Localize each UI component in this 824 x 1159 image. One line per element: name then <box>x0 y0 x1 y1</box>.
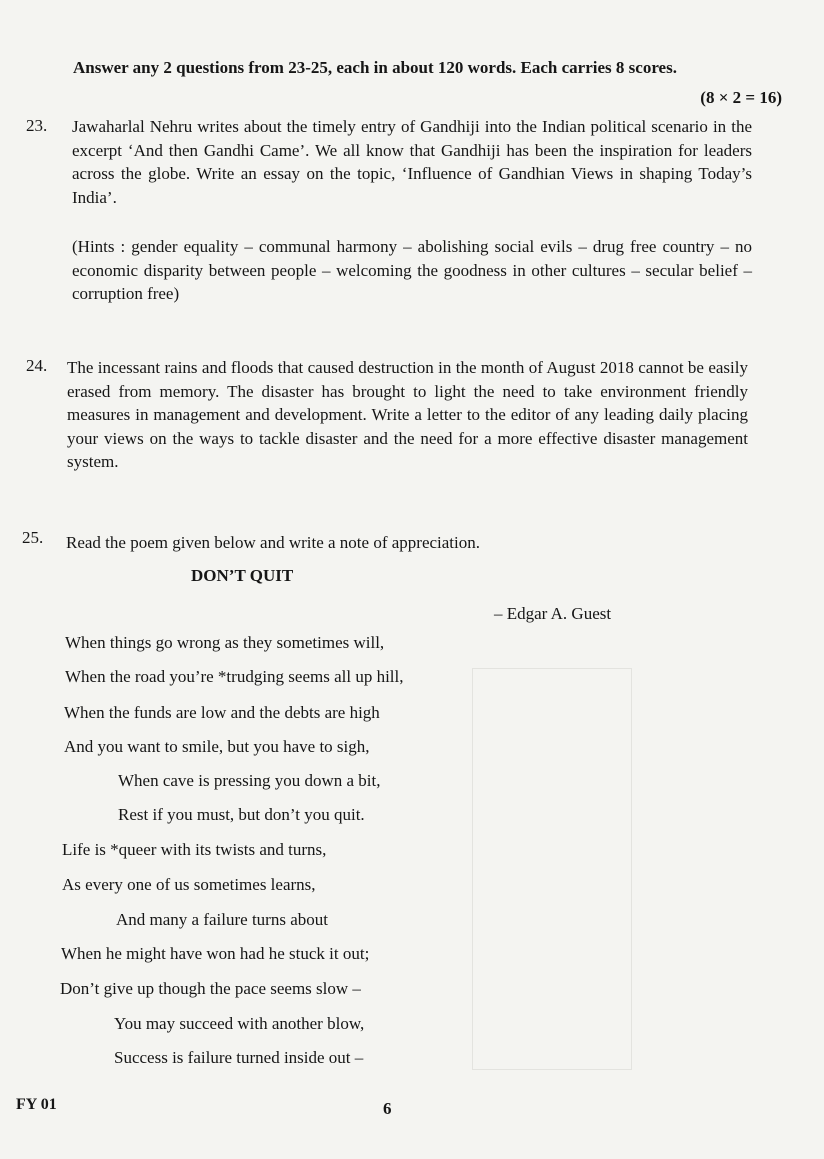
question-text: Read the poem given below and write a note of appreciation. <box>66 533 480 552</box>
paper-code: FY 01 <box>16 1096 57 1113</box>
question-text: Jawaharlal Nehru writes about the timely entry of Gandhiji into the Indian political scenario in the excerpt ‘And then Gandhi Came’. We all know that Gandhiji has been the inspiration for leaders across the globe. Write an essay on the topic, ‘Influence of Gandhian Views in shaping Today’s India’. <box>72 117 752 207</box>
poem-line: When things go wrong as they sometimes will, <box>65 633 385 652</box>
poem-line: When the road you’re *trudging seems all up hill, <box>65 667 404 686</box>
poem-line: As every one of us sometimes learns, <box>62 875 316 894</box>
bleed-through-box <box>472 668 632 1070</box>
question-number: 25. <box>22 528 44 547</box>
poem-line: When the funds are low and the debts are high <box>64 703 380 722</box>
section-instruction: Answer any 2 questions from 23-25, each in about 120 words. Each carries 8 scores. <box>73 58 677 77</box>
page-number: 6 <box>383 1099 392 1118</box>
question-text: The incessant rains and floods that caused destruction in the month of August 2018 cannot be easily erased from memory. The disaster has brought to light the need to take environment friendly measures in management and development. Write a letter to the editor of any leading daily placing your views on the ways to tackle disaster and the need for a more effective disaster management system. <box>67 358 748 471</box>
question-hints: (Hints : gender equality – communal harmony – abolishing social evils – drug free country – no economic disparity between people – welcoming the goodness in other cultures – secular belief – corruption free) <box>72 237 752 303</box>
poem-line: When he might have won had he stuck it out; <box>61 944 370 963</box>
section-scores: (8 × 2 = 16) <box>700 88 782 107</box>
poem-line: Success is failure turned inside out – <box>114 1048 364 1067</box>
poem-line: And many a failure turns about <box>116 910 328 929</box>
poem-line: You may succeed with another blow, <box>114 1014 365 1033</box>
poem-line: Life is *queer with its twists and turns, <box>62 840 327 859</box>
poem-author: – Edgar A. Guest <box>494 604 612 623</box>
poem-title: DON’T QUIT <box>191 566 294 585</box>
poem-line: Don’t give up though the pace seems slow – <box>60 979 361 998</box>
question-number: 24. <box>26 356 48 375</box>
poem-line: When cave is pressing you down a bit, <box>118 771 381 790</box>
question-number: 23. <box>26 116 48 135</box>
poem-line: And you want to smile, but you have to sigh, <box>64 737 370 756</box>
poem-line: Rest if you must, but don’t you quit. <box>118 805 365 824</box>
